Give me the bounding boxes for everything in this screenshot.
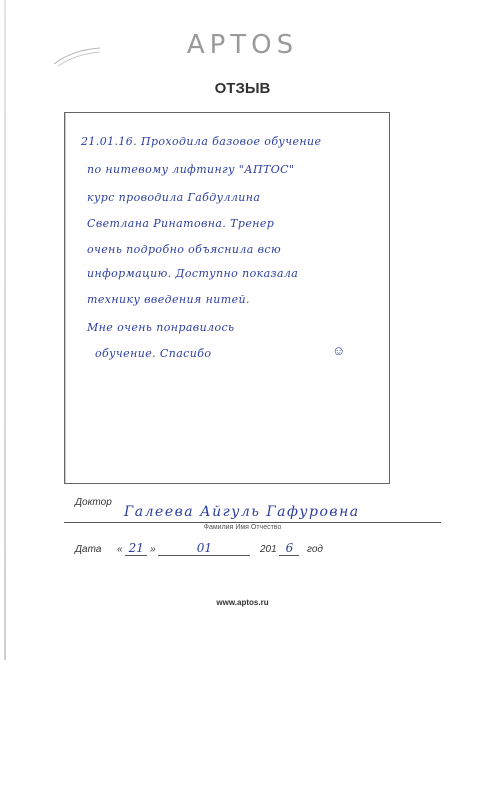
smiley-icon: ☺ xyxy=(332,343,346,358)
date-day-value: 21 xyxy=(128,541,144,555)
review-line: курс проводила Габдуллина xyxy=(87,191,261,204)
doctor-label: Доктор xyxy=(75,497,112,508)
review-line: по нитевому лифтингу "АПТОС" xyxy=(87,163,295,176)
date-year-field xyxy=(279,541,299,556)
doctor-signature-line xyxy=(64,522,441,523)
scan-edge xyxy=(4,0,6,660)
logo-text: APTOS xyxy=(186,30,299,60)
review-line: Светлана Ринатовна. Тренер xyxy=(87,217,275,230)
review-line: очень подробно объяснила всю xyxy=(87,243,282,256)
review-text-box xyxy=(64,112,390,484)
date-month-field xyxy=(158,541,250,556)
date-row xyxy=(75,541,323,556)
date-day-field xyxy=(125,541,147,556)
date-month-value: 01 xyxy=(196,541,213,555)
aptos-logo xyxy=(0,30,485,60)
date-year-prefix: 201 xyxy=(259,544,277,555)
review-line: 21.01.16. Проходила базовое обучение xyxy=(81,135,322,148)
date-year-word: год xyxy=(307,544,323,555)
date-open-quote: « xyxy=(116,544,123,555)
date-close-quote: » xyxy=(150,544,156,555)
date-year-value: 6 xyxy=(285,541,294,555)
footer-url: www.aptos.ru xyxy=(216,598,269,607)
date-label: Дата xyxy=(75,544,102,555)
review-line: Мне очень понравилось xyxy=(87,321,235,334)
document-title: ОТЗЫВ xyxy=(214,80,271,97)
review-line: информацию. Доступно показала xyxy=(87,267,299,280)
review-line: обучение. Спасибо xyxy=(95,347,212,360)
name-caption: Фамилия Имя Отчество xyxy=(203,524,282,531)
doctor-name-handwritten: Галеева Айгуль Гафуровна xyxy=(124,504,360,520)
review-line: технику введения нитей. xyxy=(87,293,250,306)
logo-swoosh-icon xyxy=(52,46,102,68)
